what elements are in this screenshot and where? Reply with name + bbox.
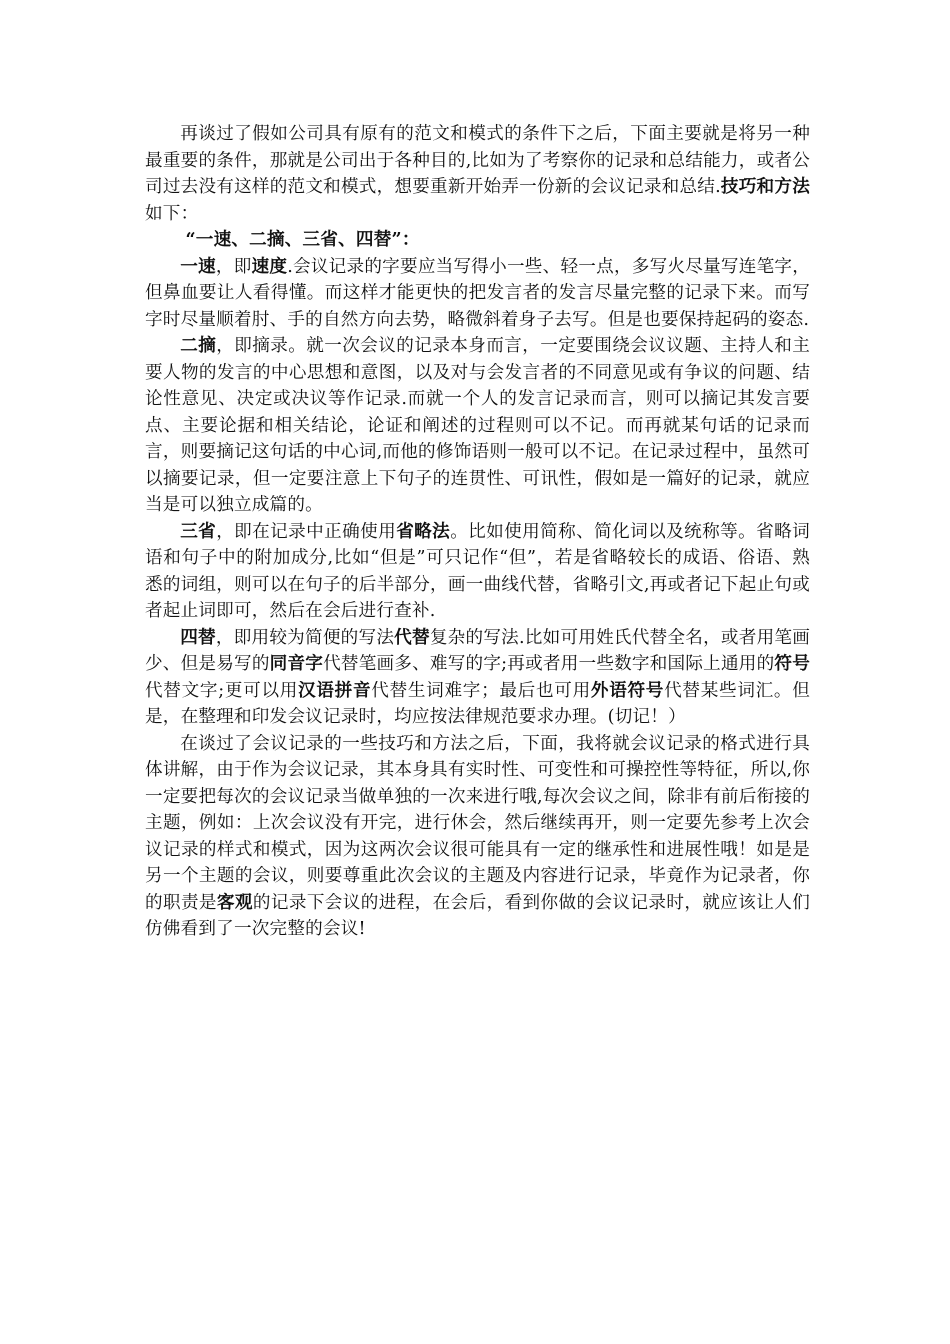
lead-term: 三省 <box>180 520 217 542</box>
heading-text: “一速、二摘、三省、四替”： <box>185 229 420 250</box>
bold-term: 省略法 <box>396 521 451 542</box>
text-segment: ，即用较为简便的写法 <box>215 627 395 648</box>
bold-term: 符号 <box>774 654 810 674</box>
paragraph-intro <box>145 121 810 227</box>
text-segment: 再谈过了假如公司具有原有的范文和模式的条件下之后，下面主要就是将另一种最重要的条件，那就是公司出于各种目的,比如为了考察你的记录和总结能力，或者公司过去没有这样的范文和模式，想要重新开始弄一份新的会议记录和总结. <box>145 124 810 197</box>
paragraph-format <box>145 731 810 943</box>
text-segment: 代替生词难字；最后也可用 <box>371 680 591 701</box>
bold-term: 代替 <box>394 627 430 648</box>
paragraph-siti <box>145 625 810 731</box>
text-segment: 如下： <box>145 203 199 224</box>
paragraph-sansheng <box>145 519 810 625</box>
text-segment: 。比如使用简称、简化词以及统称等。省略词语和句子中的附加成分,比如“但是”可只记作“但”，若是省略较长的成语、俗语、熟悉的词组，则可以在句子的后半部分，画一曲线代替，省略引文,再或者记下起止句或者起止词即可，然后在会后进行查补. <box>145 521 810 621</box>
text-segment: 代替文字;更可以用 <box>145 680 299 701</box>
text-segment: 代替某些词汇。但是，在整理和印发会议记录时，均应按法律规范要求办理。(切记！） <box>145 680 811 727</box>
bold-term: 技巧和方法 <box>720 177 810 197</box>
text-segment: ，即 <box>215 256 252 277</box>
bold-term: 速度 <box>251 256 288 277</box>
text-segment: 代替笔画多、难写的字;再或者用一些数字和国际上通用的 <box>323 654 775 674</box>
document-body <box>145 121 810 943</box>
paragraph-yisu <box>145 254 810 334</box>
text-segment: 的记录下会议的进程，在会后，看到你做的会议记录时，就应该让人们仿佛看到了一次完整的会议! <box>145 892 810 939</box>
bold-term: 汉语拼音 <box>298 680 372 701</box>
text-segment: 复杂的写法.比如可用姓氏代替全名，或者用笔画少、但是易写的 <box>145 627 811 674</box>
text-segment: 在谈过了会议记录的一些技巧和方法之后，下面，我将就会议记录的格式进行具体讲解，由于作为会议记录，其本身具有实时性、可变性和可操控性等特征，所以,你一定要把每次的会议记录当做单独的一次来进行哦,每次会议之间，除非有前后衔接的主题，例如：上次会议没有开完，进行休会，然后继续再开，则一定要先参考上次会议记录的样式和模式，因为这两次会议很可能具有一定的继承性和进展性哦！如是是另一个主题的会议，则要尊重此次会议的主题及内容进行记录，毕竟作为记录者，你的职责是 <box>145 733 810 913</box>
lead-term: 四替 <box>180 626 216 648</box>
lead-term: 二摘 <box>180 335 217 356</box>
bold-term: 外语符号 <box>590 680 665 701</box>
bold-term: 同音字 <box>269 654 324 674</box>
lead-term: 一速 <box>180 255 216 277</box>
text-segment: ，即在记录中正确使用 <box>216 521 397 542</box>
text-segment: .会议记录的字要应当写得小一些、轻一点，多写火尽量写连笔字，但鼻血要让人看得懂。而这样才能更快的把发言者的发言尽量完整的记录下来。而写字时尽量顺着肘、手的自然方向去势，略微斜着身子去写。但是也要保持起码的姿态. <box>145 256 811 330</box>
paragraph-erzhai <box>145 333 810 519</box>
bold-term: 客观 <box>216 892 253 913</box>
section-heading <box>145 227 810 254</box>
text-segment: ，即摘录。就一次会议的记录本身而言，一定要围绕会议议题、主持人和主要人物的发言的中心思想和意图，以及对与会发言者的不同意见或有争议的问题、结论性意见、决定或决议等作记录.而就一个人的发言记录而言，则可以摘记其发言要点、主要论据和相关结论，论证和阐述的过程则可以不记。而再就某句话的记录而言，则要摘记这句话的中心词,而他的修饰语则一般可以不记。在记录过程中，虽然可以摘要记录，但一定要注意上下句子的连贯性、可讯性，假如是一篇好的记录，就应当是可以独立成篇的。 <box>145 336 811 515</box>
